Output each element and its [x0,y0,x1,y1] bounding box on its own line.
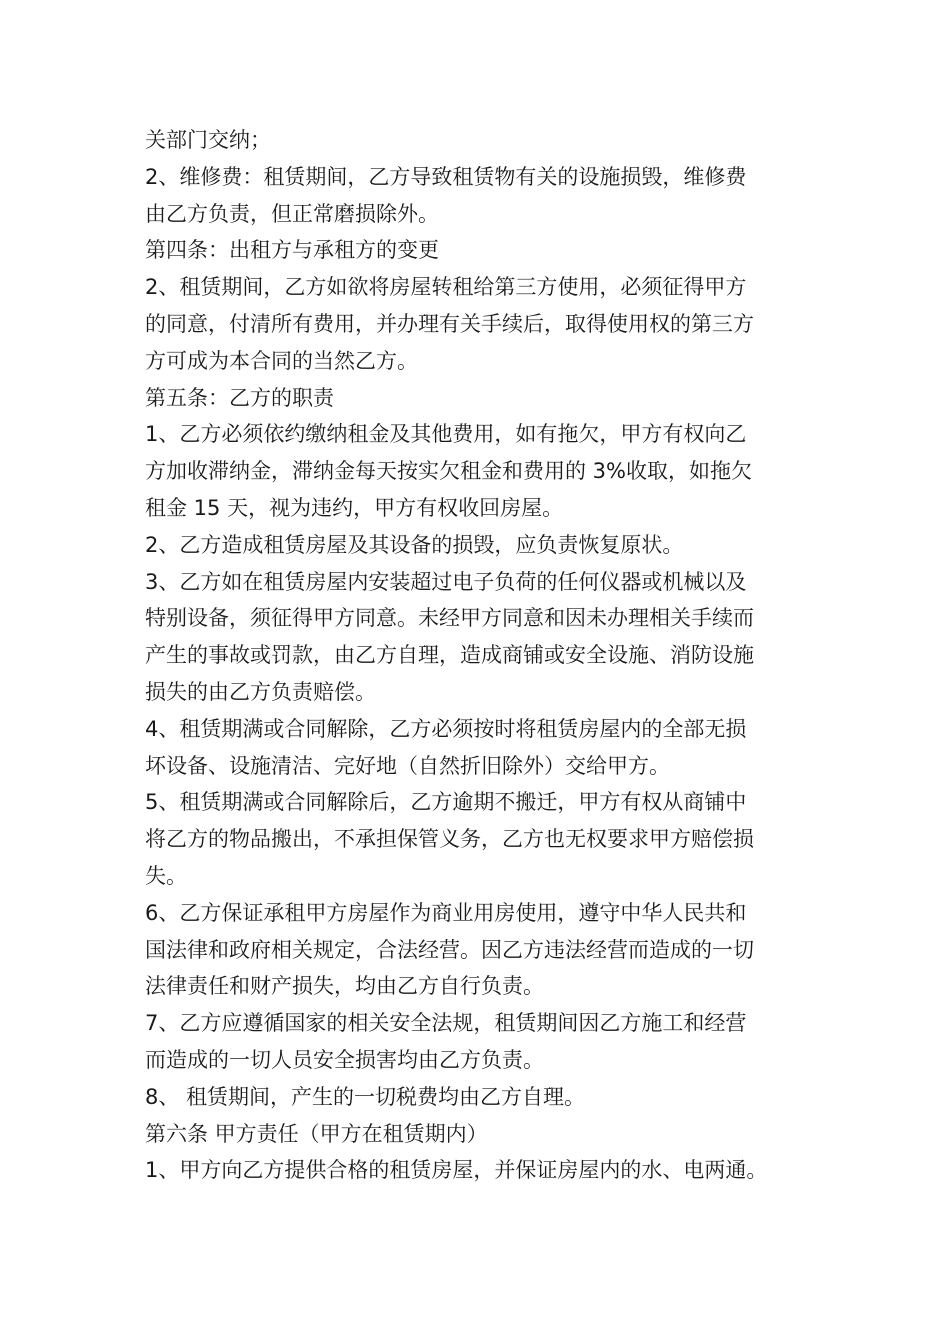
text-line: 租金 15 天，视为违约，甲方有权收回房屋。 [145,495,564,520]
text-line: 方可成为本合同的当然乙方。 [145,348,418,373]
text-line: 将乙方的物品搬出，不承担保管义务，乙方也无权要求甲方赔偿损 [145,827,754,852]
clause-item: 1、甲方向乙方提供合格的租赁房屋，并保证房屋内的水、电两通。 [145,1158,768,1183]
section-heading: 第五条：乙方的职责 [145,385,334,410]
clause-item: 2、维修费：租赁期间，乙方导致租赁物有关的设施损毁，维修费 [145,164,747,189]
text-line: 而造成的一切人员安全损害均由乙方负责。 [145,1047,544,1072]
clause-item: 4、租赁期满或合同解除，乙方必须按时将租赁房屋内的全部无损 [145,716,747,741]
text-line: 关部门交纳； [145,128,271,152]
clause-item: 7、乙方应遵循国家的相关安全法规，租赁期间因乙方施工和经营 [145,1011,747,1036]
section-heading: 第六条 甲方责任（甲方在租赁期内） [145,1121,488,1146]
clause-item: 2、租赁期间，乙方如欲将房屋转租给第三方使用，必须征得甲方 [145,275,747,300]
text-line: 坏设备、设施清洁、完好地（自然折旧除外）交给甲方。 [145,753,670,778]
text-line: 损失的由乙方负责赔偿。 [145,679,376,704]
text-line: 的同意，付清所有费用，并办理有关手续后，取得使用权的第三方 [145,311,754,336]
text-line: 方加收滞纳金，滞纳金每天按实欠租金和费用的 3%收取，如拖欠 [145,459,752,484]
text-line: 法律责任和财产损失，均由乙方自行负责。 [145,974,544,999]
section-heading: 第四条：出租方与承租方的变更 [145,238,439,263]
clause-item: 6、乙方保证承租甲方房屋作为商业用房使用，遵守中华人民共和 [145,900,747,925]
text-line: 失。 [145,863,187,888]
clause-item: 3、乙方如在租赁房屋内安装超过电子负荷的任何仪器或机械以及 [145,569,747,594]
clause-item: 8、 租赁期间，产生的一切税费均由乙方自理。 [145,1084,586,1109]
text-line: 产生的事故或罚款，由乙方自理，造成商铺或安全设施、消防设施 [145,643,754,668]
clause-item: 1、乙方必须依约缴纳租金及其他费用，如有拖欠，甲方有权向乙 [145,422,747,447]
document-body [145,122,825,1189]
clause-item: 5、租赁期满或合同解除后，乙方逾期不搬迁，甲方有权从商铺中 [145,790,747,815]
text-line: 特别设备，须征得甲方同意。未经甲方同意和因未办理相关手续而 [145,606,754,631]
text-line: 国法律和政府相关规定，合法经营。因乙方违法经营而造成的一切 [145,937,754,962]
text-line: 由乙方负责，但正常磨损除外。 [145,201,439,226]
clause-item: 2、乙方造成租赁房屋及其设备的损毁，应负责恢复原状。 [145,532,684,557]
